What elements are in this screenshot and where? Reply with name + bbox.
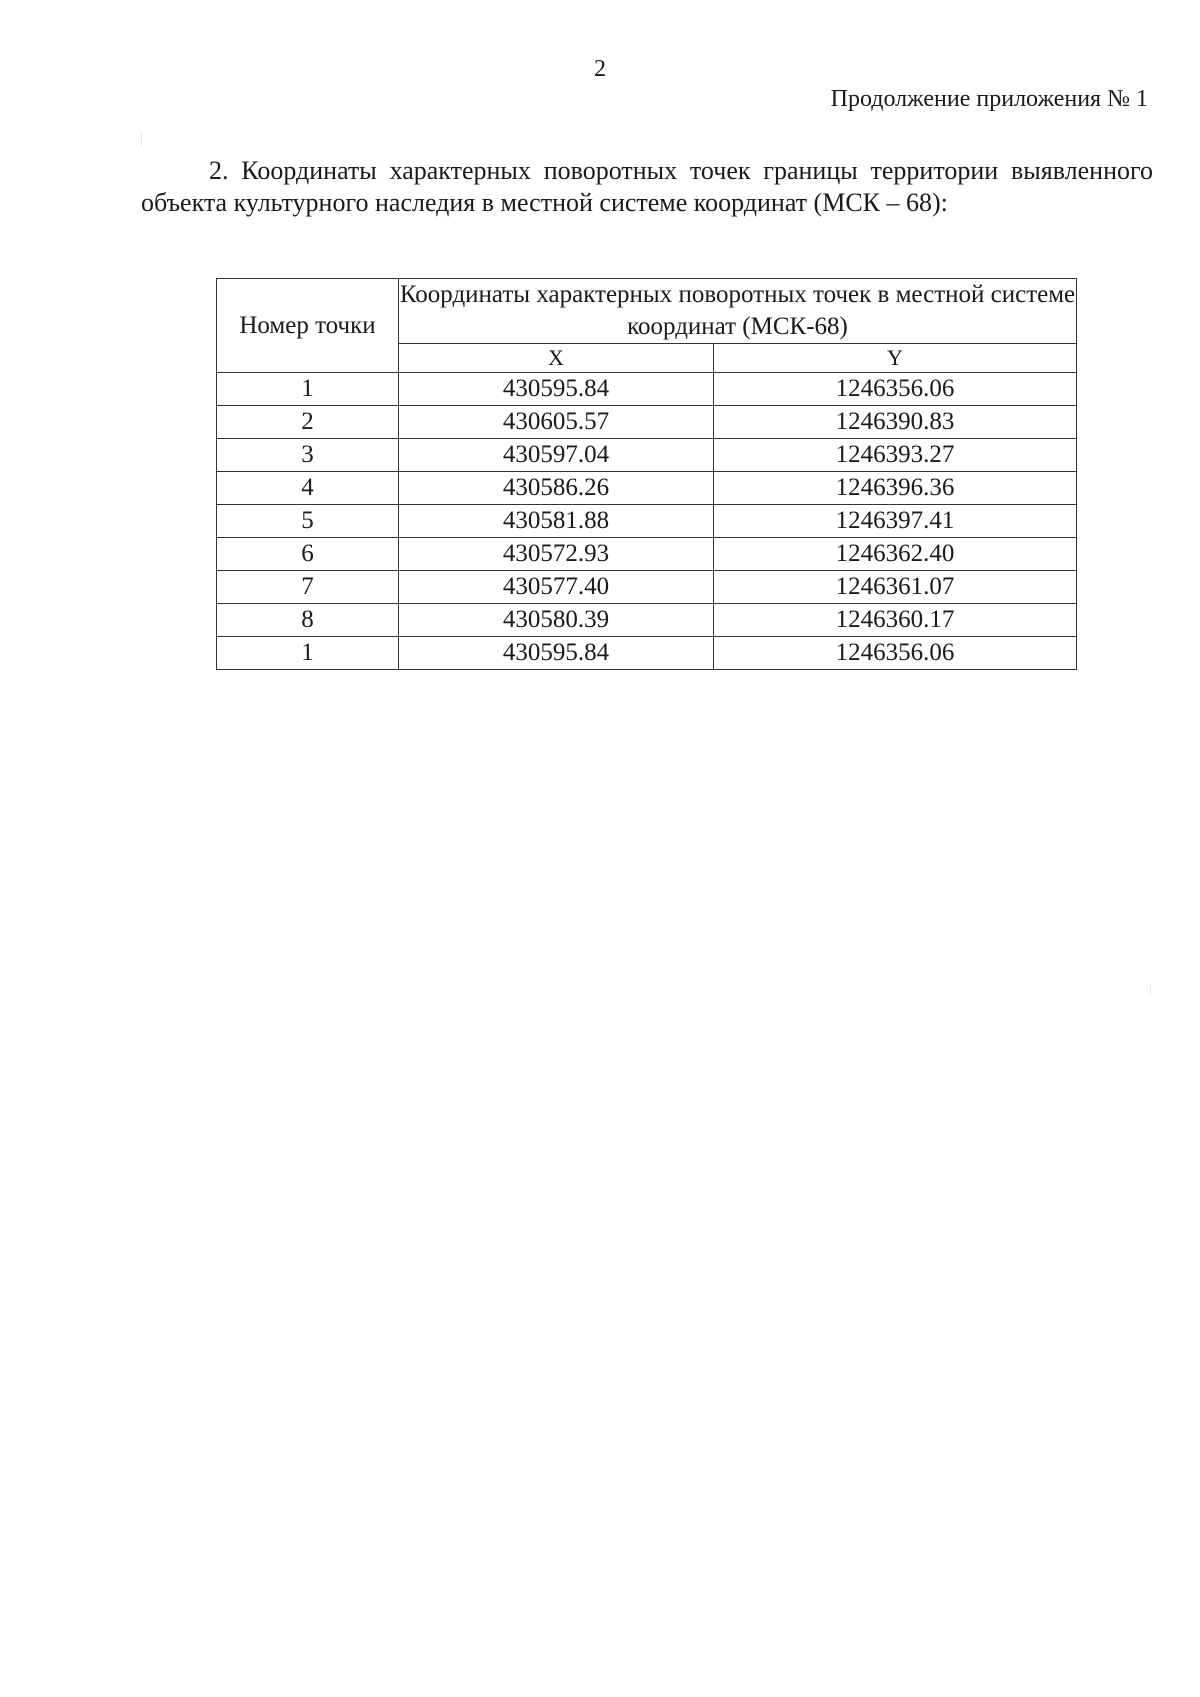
cell-x: 430595.84 bbox=[399, 373, 714, 406]
table-header-row bbox=[217, 279, 1077, 344]
cell-point: 2 bbox=[217, 406, 399, 439]
header-y: Y bbox=[714, 344, 1077, 373]
cell-y: 1246362.40 bbox=[714, 538, 1077, 571]
table-row bbox=[217, 637, 1077, 670]
cell-y: 1246361.07 bbox=[714, 571, 1077, 604]
cell-y: 1246397.41 bbox=[714, 505, 1077, 538]
table-row bbox=[217, 406, 1077, 439]
coordinates-paragraph bbox=[141, 155, 1153, 219]
scan-edge-mark bbox=[1150, 985, 1151, 995]
cell-point: 4 bbox=[217, 472, 399, 505]
cell-point: 6 bbox=[217, 538, 399, 571]
cell-x: 430580.39 bbox=[399, 604, 714, 637]
cell-point: 1 bbox=[217, 637, 399, 670]
table-row bbox=[217, 604, 1077, 637]
cell-point: 7 bbox=[217, 571, 399, 604]
cell-x: 430586.26 bbox=[399, 472, 714, 505]
coordinates-table bbox=[216, 278, 1077, 670]
cell-y: 1246356.06 bbox=[714, 637, 1077, 670]
cell-x: 430581.88 bbox=[399, 505, 714, 538]
cell-x: 430595.84 bbox=[399, 637, 714, 670]
page-number: 2 bbox=[594, 56, 606, 82]
table-row bbox=[217, 373, 1077, 406]
cell-point: 3 bbox=[217, 439, 399, 472]
cell-x: 430577.40 bbox=[399, 571, 714, 604]
header-coordinates: Координаты характерных поворотных точек в местной системе координат (МСК-68) bbox=[399, 279, 1077, 344]
cell-x: 430572.93 bbox=[399, 538, 714, 571]
cell-y: 1246356.06 bbox=[714, 373, 1077, 406]
cell-point: 1 bbox=[217, 373, 399, 406]
cell-y: 1246360.17 bbox=[714, 604, 1077, 637]
cell-point: 5 bbox=[217, 505, 399, 538]
cell-x: 430605.57 bbox=[399, 406, 714, 439]
scan-edge-mark bbox=[141, 132, 142, 146]
table-row bbox=[217, 505, 1077, 538]
cell-y: 1246390.83 bbox=[714, 406, 1077, 439]
cell-x: 430597.04 bbox=[399, 439, 714, 472]
table-row bbox=[217, 571, 1077, 604]
table-row bbox=[217, 472, 1077, 505]
cell-y: 1246396.36 bbox=[714, 472, 1077, 505]
header-x: X bbox=[399, 344, 714, 373]
paragraph-text: 2. Координаты характерных поворотных точек границы территории выявленного объекта культурного наследия в местной системе координат (МСК – 68): bbox=[141, 156, 1153, 217]
cell-y: 1246393.27 bbox=[714, 439, 1077, 472]
header-point-number: Номер точки bbox=[217, 279, 399, 373]
cell-point: 8 bbox=[217, 604, 399, 637]
table-row bbox=[217, 439, 1077, 472]
table-row bbox=[217, 538, 1077, 571]
appendix-note: Продолжение приложения № 1 bbox=[830, 86, 1148, 112]
